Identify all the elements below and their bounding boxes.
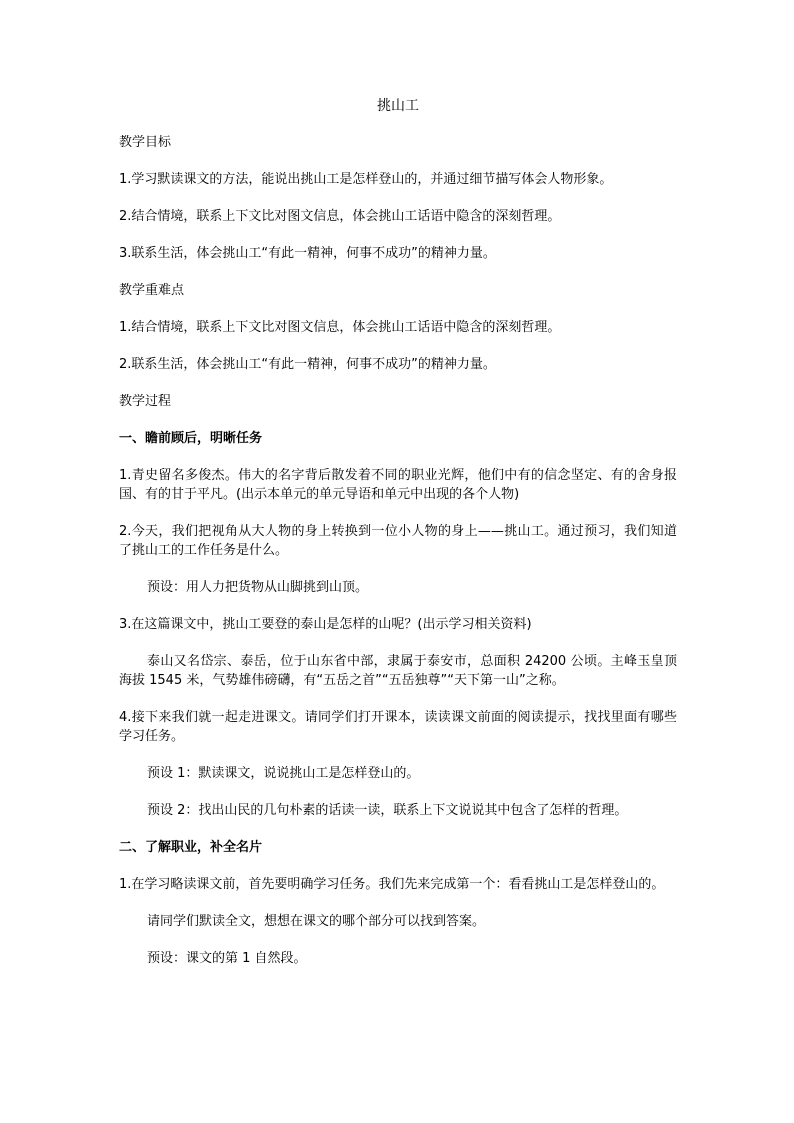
part1-paragraph: 预设 2：找出山民的几句朴素的话读一读，联系上下文说说其中包含了怎样的哲理。 [147, 803, 628, 818]
goal-item: 1.学习默读课文的方法，能说出挑山工是怎样登山的，并通过细节描写体会人物形象。 [119, 172, 613, 187]
goals-heading: 教学目标 [119, 135, 172, 150]
process-heading: 教学过程 [119, 394, 172, 409]
part1-paragraph: 4.接下来我们就一起走进课文。请同学们打开课本，读读课文前面的阅读提示，找找里面有哪些学习任务。 [119, 710, 677, 744]
part2-paragraph: 1.在学习略读课文前，首先要明确学习任务。我们先来完成第一个：看看挑山工是怎样登山的。 [119, 877, 665, 892]
key-points-heading: 教学重难点 [119, 283, 185, 298]
part1-heading: 一、瞻前顾后，明晰任务 [119, 431, 263, 446]
key-point-item: 1.结合情境，联系上下文比对图文信息，体会挑山工话语中隐含的深刻哲理。 [119, 320, 561, 335]
part1-paragraph: 2.今天，我们把视角从大人物的身上转换到一位小人物的身上——挑山工。通过预习，我们知道了挑山工的工作任务是什么。 [119, 524, 677, 558]
part2-paragraph: 请同学们默读全文，想想在课文的哪个部分可以找到答案。 [147, 914, 486, 929]
part1-paragraph: 预设：用人力把货物从山脚挑到山顶。 [147, 580, 369, 595]
part2-heading: 二、了解职业，补全名片 [119, 840, 263, 855]
part1-paragraph: 1.青史留名多俊杰。伟大的名字背后散发着不同的职业光辉，他们中有的信念坚定、有的舍身报国、有的甘于平凡。(出示本单元的单元导语和单元中出现的各个人物) [119, 468, 677, 502]
goal-item: 2.结合情境，联系上下文比对图文信息，体会挑山工话语中隐含的深刻哲理。 [119, 209, 561, 224]
part1-paragraph: 泰山又名岱宗、泰岳，位于山东省中部，隶属于泰安市，总面积 24200 公顷。主峰玉皇顶海拔 1545 米，气势雄伟磅礴，有“五岳之首”“五岳独尊”“天下第一山”之称。 [119, 654, 677, 688]
page-title: 挑山工 [377, 98, 419, 114]
document-content [119, 96, 677, 986]
goal-item: 3.联系生活，体会挑山工“有此一精神，何事不成功”的精神力量。 [119, 246, 496, 261]
part1-paragraph: 预设 1：默读课文，说说挑山工是怎样登山的。 [147, 766, 420, 781]
key-point-item: 2.联系生活，体会挑山工“有此一精神，何事不成功”的精神力量。 [119, 357, 496, 372]
part2-paragraph: 预设：课文的第 1 自然段。 [147, 951, 307, 966]
part1-paragraph: 3.在这篇课文中，挑山工要登的泰山是怎样的山呢？(出示学习相关资料) [119, 617, 532, 632]
